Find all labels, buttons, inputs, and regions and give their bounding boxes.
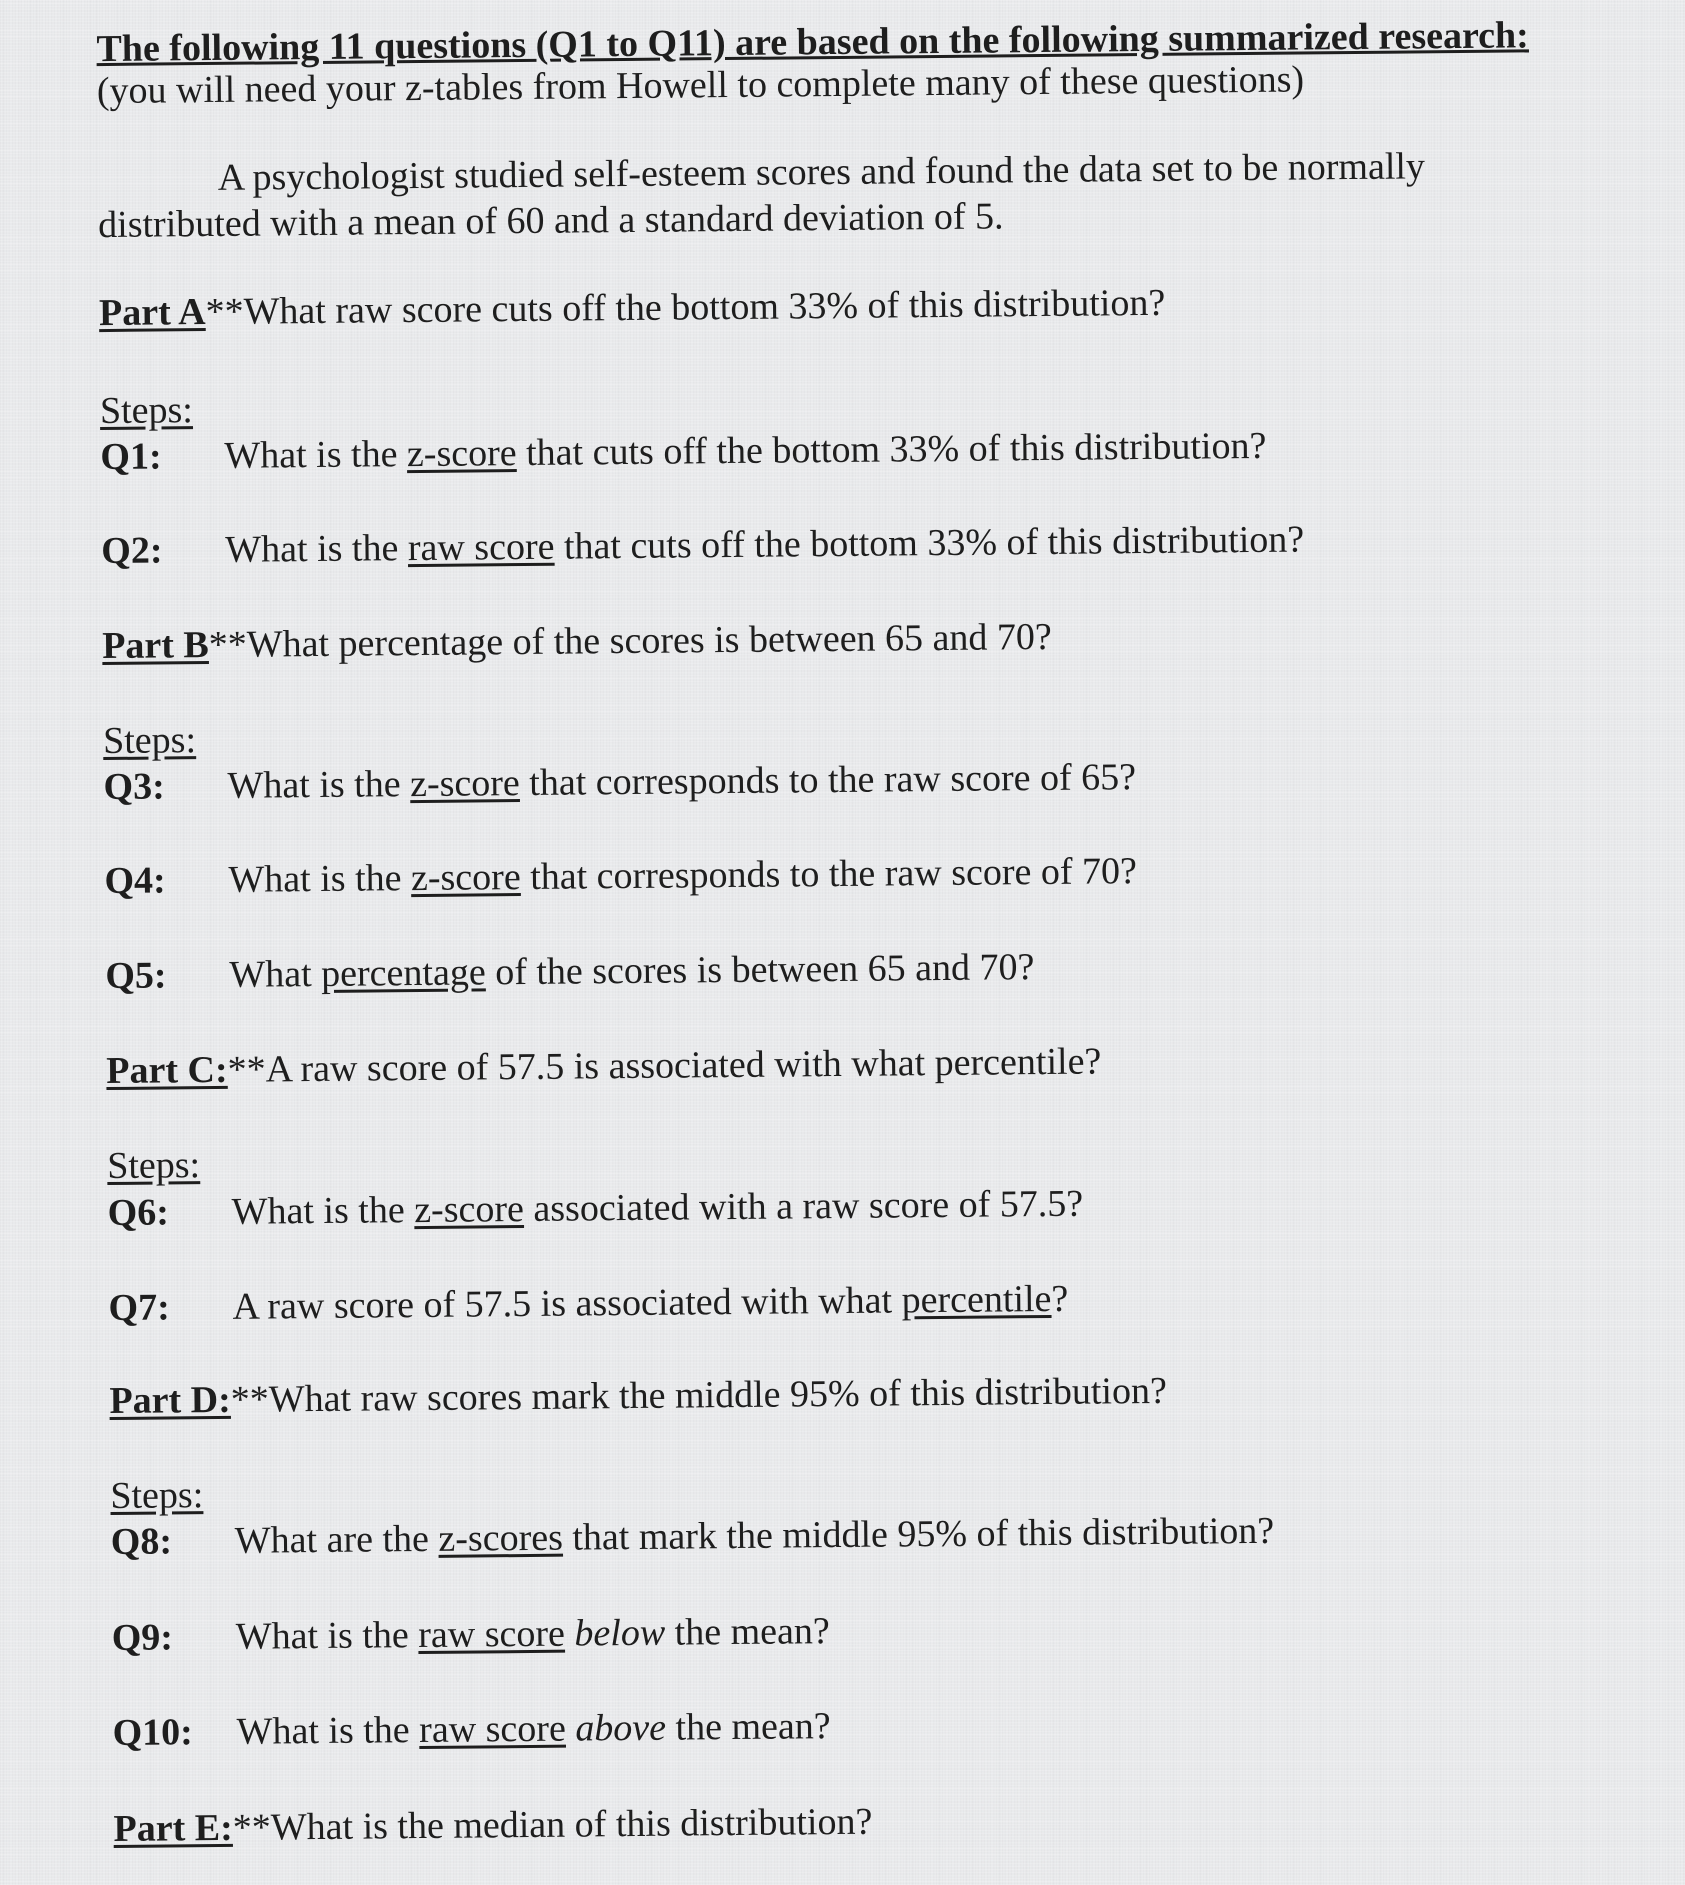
part-d-heading — [109, 1369, 1167, 1423]
q5-text-post: of the scores is between 65 and 70? — [485, 946, 1035, 994]
part-d-text: **What raw scores mark the middle 95% of this distribution? — [230, 1369, 1168, 1421]
part-c-heading — [106, 1039, 1101, 1093]
q3-text-post: that corresponds to the raw score of 65? — [519, 756, 1137, 805]
intro-line-1: A psychologist studied self-esteem scores and found the data set to be normally — [217, 145, 1426, 199]
q4-keyword: z-score — [410, 856, 521, 900]
part-b-label: Part B — [102, 624, 209, 668]
q5-label: Q5: — [105, 954, 167, 998]
q2-keyword: raw score — [407, 525, 555, 570]
part-a-label: Part A — [98, 291, 206, 335]
q1-label: Q1: — [100, 435, 162, 479]
q3-label: Q3: — [103, 765, 165, 809]
steps-label-c: Steps: — [106, 1144, 201, 1188]
part-e-heading — [113, 1800, 872, 1851]
question-q5 — [105, 945, 1034, 998]
question-q8 — [111, 1509, 1275, 1564]
q5-keyword: percentage — [320, 951, 486, 995]
q5-text-pre: What — [229, 952, 322, 996]
q2-text-pre: What is the — [225, 527, 409, 571]
intro-line-2: distributed with a mean of 60 and a standard deviation of 5. — [97, 195, 1004, 247]
q10-text-pre: What is the — [236, 1709, 420, 1753]
q2-text-post: that cuts off the bottom 33% of this distribution? — [554, 518, 1305, 568]
q9-text-space — [565, 1613, 575, 1655]
q8-label: Q8: — [110, 1520, 173, 1564]
q3-text-pre: What is the — [227, 763, 411, 807]
q9-emphasis: below — [574, 1611, 666, 1655]
q1-text-post: that cuts off the bottom 33% of this distribution? — [516, 424, 1267, 475]
part-e-text: **What is the median of this distribution? — [232, 1800, 873, 1849]
q10-emphasis: above — [575, 1706, 667, 1750]
q7-text-pre: A raw score of 57.5 is associated with what — [232, 1279, 902, 1328]
q4-text-post: that corresponds to the raw score of 70? — [520, 850, 1138, 899]
steps-label-b: Steps: — [102, 719, 197, 763]
part-e-label: Part E: — [113, 1806, 233, 1850]
q9-text-pre: What is the — [235, 1614, 419, 1658]
q7-keyword: percentile — [901, 1277, 1052, 1322]
q10-text-space — [566, 1708, 576, 1750]
q10-text-post: the mean? — [665, 1705, 831, 1749]
q8-keyword: z-scores — [438, 1516, 564, 1560]
document-note: (you will need your z-tables from Howell to complete many of these questions) — [96, 58, 1305, 113]
part-a-text: **What raw score cuts off the bottom 33% of this distribution? — [205, 281, 1166, 334]
question-q9 — [112, 1609, 830, 1660]
q10-label: Q10: — [112, 1711, 194, 1754]
q9-keyword: raw score — [418, 1612, 566, 1657]
part-c-text: **A raw score of 57.5 is associated with what percentile? — [227, 1040, 1102, 1091]
question-q7 — [108, 1277, 1068, 1330]
part-b-text: **What percentage of the scores is between 65 and 70? — [208, 615, 1053, 667]
q7-label: Q7: — [108, 1286, 170, 1330]
document-title: The following 11 questions (Q1 to Q11) are based on the following summarized research: — [96, 14, 1530, 71]
q4-label: Q4: — [104, 859, 166, 903]
part-c-label: Part C: — [106, 1048, 228, 1093]
question-q6 — [107, 1182, 1083, 1235]
q8-text-pre: What are the — [234, 1517, 439, 1562]
question-q4 — [104, 849, 1137, 903]
question-q1 — [100, 424, 1266, 479]
q10-keyword: raw score — [418, 1707, 567, 1752]
part-d-label: Part D: — [109, 1378, 231, 1423]
q9-label: Q9: — [111, 1616, 174, 1660]
q9-text-post: the mean? — [664, 1610, 830, 1654]
q8-text-post: that mark the middle 95% of this distribution? — [562, 1509, 1275, 1559]
part-b-heading — [102, 615, 1052, 668]
q6-keyword: z-score — [413, 1188, 525, 1232]
q1-text-pre: What is the — [224, 433, 408, 477]
steps-label-a: Steps: — [99, 389, 194, 433]
q1-keyword: z-score — [406, 432, 517, 476]
question-q10 — [112, 1704, 830, 1755]
q2-label: Q2: — [101, 529, 163, 573]
q4-text-pre: What is the — [228, 857, 412, 901]
q7-text-post: ? — [1051, 1277, 1069, 1320]
q3-keyword: z-score — [409, 762, 521, 806]
question-q2 — [101, 518, 1304, 574]
q6-text-post: associated with a raw score of 57.5? — [523, 1182, 1084, 1231]
question-q3 — [103, 755, 1136, 809]
q6-text-pre: What is the — [231, 1189, 415, 1233]
q6-label: Q6: — [107, 1191, 170, 1235]
steps-label-d: Steps: — [110, 1474, 204, 1518]
part-a-heading — [99, 281, 1166, 335]
